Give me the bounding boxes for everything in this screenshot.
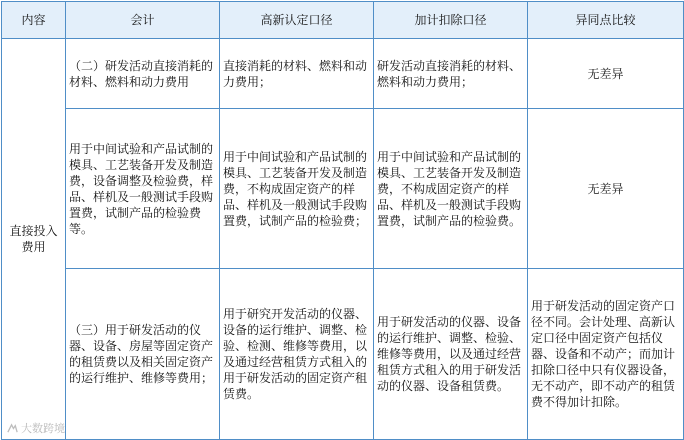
header-row (2, 2, 684, 39)
deduction-cell: 用于中间试验和产品试制的模具、工艺装备开发及制造费，不构成固定资产的样品、样机及一般测试手段购置费，试制产品的检验费。 (374, 109, 528, 269)
category-cell: 直接投入费用 (2, 39, 66, 440)
table-row (2, 109, 684, 269)
table-row (2, 39, 684, 109)
high-tech-cell: 用于研究开发活动的仪器、设备的运行维护、调整、检验、检测、维修等费用，以及通过经营租赁方式租入的用于研发活动的固定资产租赁费。 (220, 269, 374, 440)
high-tech-cell: 用于中间试验和产品试制的模具、工艺装备开发及制造费，不构成固定资产的样品、样机及一般测试手段购置费，试制产品的检验费； (220, 109, 374, 269)
high-tech-cell: 直接消耗的材料、燃料和动力费用； (220, 39, 374, 109)
header-accounting: 会计 (66, 2, 220, 39)
header-content: 内容 (2, 2, 66, 39)
comparison-cell: 无差异 (528, 39, 684, 109)
header-comparison: 异同点比较 (528, 2, 684, 39)
deduction-cell: 研发活动直接消耗的材料、燃料和动力费用； (374, 39, 528, 109)
comparison-cell: 用于研发活动的固定资产口径不同。会计处理、高新认定口径中固定资产包括仪器、设备和不动产；而加计扣除口径中只有仪器设备，无不动产，即不动产的租赁费不得加计扣除。 (528, 269, 684, 440)
table-row (2, 269, 684, 440)
accounting-cell: （三）用于研发活动的仪器、设备、房屋等固定资产的租赁费以及相关固定资产的运行维护、维修等费用； (66, 269, 220, 440)
header-deduction: 加计扣除口径 (374, 2, 528, 39)
watermark-text: 大数跨境 (21, 422, 65, 435)
deduction-cell: 用于研发活动的仪器、设备的运行维护、调整、检验、维修等费用，以及通过经营租赁方式租入的用于研发活动的仪器、设备租赁费。 (374, 269, 528, 440)
comparison-table (1, 1, 684, 440)
header-high-tech: 高新认定口径 (220, 2, 374, 39)
watermark (6, 420, 65, 436)
accounting-cell: （二）研发活动直接消耗的材料、燃料和动力费用 (66, 39, 220, 109)
logo-mark-icon (6, 422, 19, 435)
comparison-cell: 无差异 (528, 109, 684, 269)
accounting-cell: 用于中间试验和产品试制的模具、工艺装备开发及制造费，设备调整及检验费，样品、样机及一般测试手段购置费，试制产品的检验费等。 (66, 109, 220, 269)
